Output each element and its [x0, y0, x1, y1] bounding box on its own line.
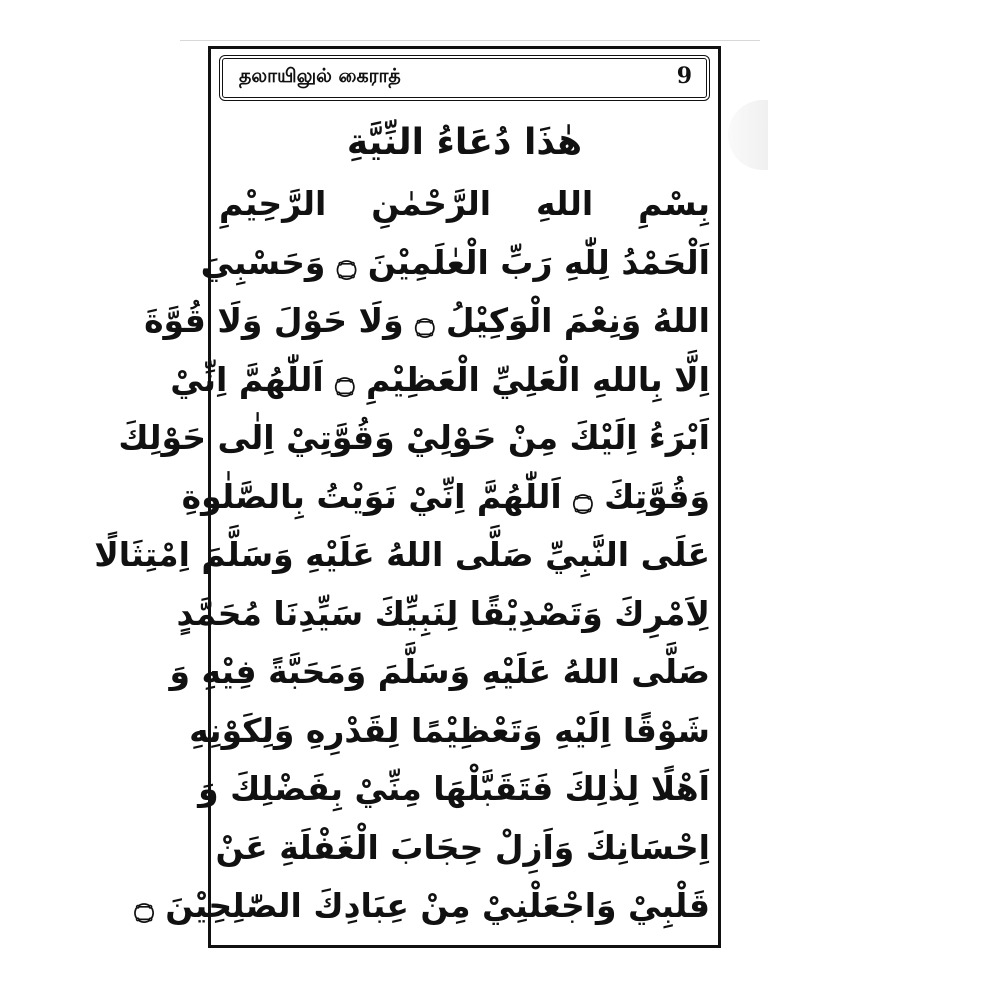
- text-line-1: بِسْمِ اللهِ الرَّحْمٰنِ الرَّحِيْمِ: [219, 184, 710, 223]
- page-header: [219, 55, 710, 101]
- text-line-10: شَوْقًا اِلَيْهِ وَتَعْظِيْمًا لِقَدْرِهِ وَلِكَوْنِهِ: [189, 710, 710, 750]
- text-line-12: اِحْسَانِكَ وَاَزِلْ حِجَابَ الْغَفْلَةِ عَنْ: [215, 827, 710, 867]
- text-line-13: قَلْبِيْ وَاجْعَلْنِيْ مِنْ عِبَادِكَ الصّٰلِحِيْنَ ۝: [134, 886, 710, 925]
- text-line-2: اَلْحَمْدُ لِلّٰهِ رَبِّ الْعٰلَمِيْنَ ۝ وَحَسْبِيَ: [200, 242, 710, 282]
- book-title: தலாயிலுல் கைராத்: [239, 65, 401, 87]
- text-line-9: صَلَّى اللهُ عَلَيْهِ وَسَلَّمَ وَمَحَبَّةً فِيْهِ وَ: [169, 652, 710, 691]
- top-divider: [180, 40, 760, 41]
- arabic-text-body: [94, 111, 710, 937]
- page-number: 9: [676, 63, 692, 89]
- text-line-7: عَلَى النَّبِيِّ صَلَّى اللهُ عَلَيْهِ وَسَلَّمَ اِمْتِثَالًا: [94, 535, 710, 574]
- text-line-8: لِاَمْرِكَ وَتَصْدِيْقًا لِنَبِيِّكَ سَيِّدِنَا مُحَمَّدٍ: [176, 593, 710, 633]
- text-line-4: اِلَّا بِاللهِ الْعَلِيِّ الْعَظِيْمِ ۝ اَللّٰهُمَّ اِنِّيْ: [170, 359, 710, 399]
- text-line-11: اَهْلًا لِذٰلِكَ فَتَقَبَّلْهَا مِنِّيْ بِفَضْلِكَ وَ: [198, 769, 710, 808]
- text-line-5: اَبْرَءُ اِلَيْكَ مِنْ حَوْلِيْ وَقُوَّتِيْ اِلٰى حَوْلِكَ: [118, 418, 710, 457]
- text-line-6: وَقُوَّتِكَ ۝ اَللّٰهُمَّ اِنِّيْ نَوَيْتُ بِالصَّلٰوةِ: [181, 476, 710, 516]
- text-line-3: اللهُ وَنِعْمَ الْوَكِيْلُ ۝ وَلَا حَوْلَ وَلَا قُوَّةَ: [144, 301, 710, 340]
- page-curl-shadow: [728, 100, 768, 170]
- book-page: [94, 46, 721, 948]
- dua-title: هٰذَا دُعَاءُ النِّيَّةِ: [346, 122, 583, 163]
